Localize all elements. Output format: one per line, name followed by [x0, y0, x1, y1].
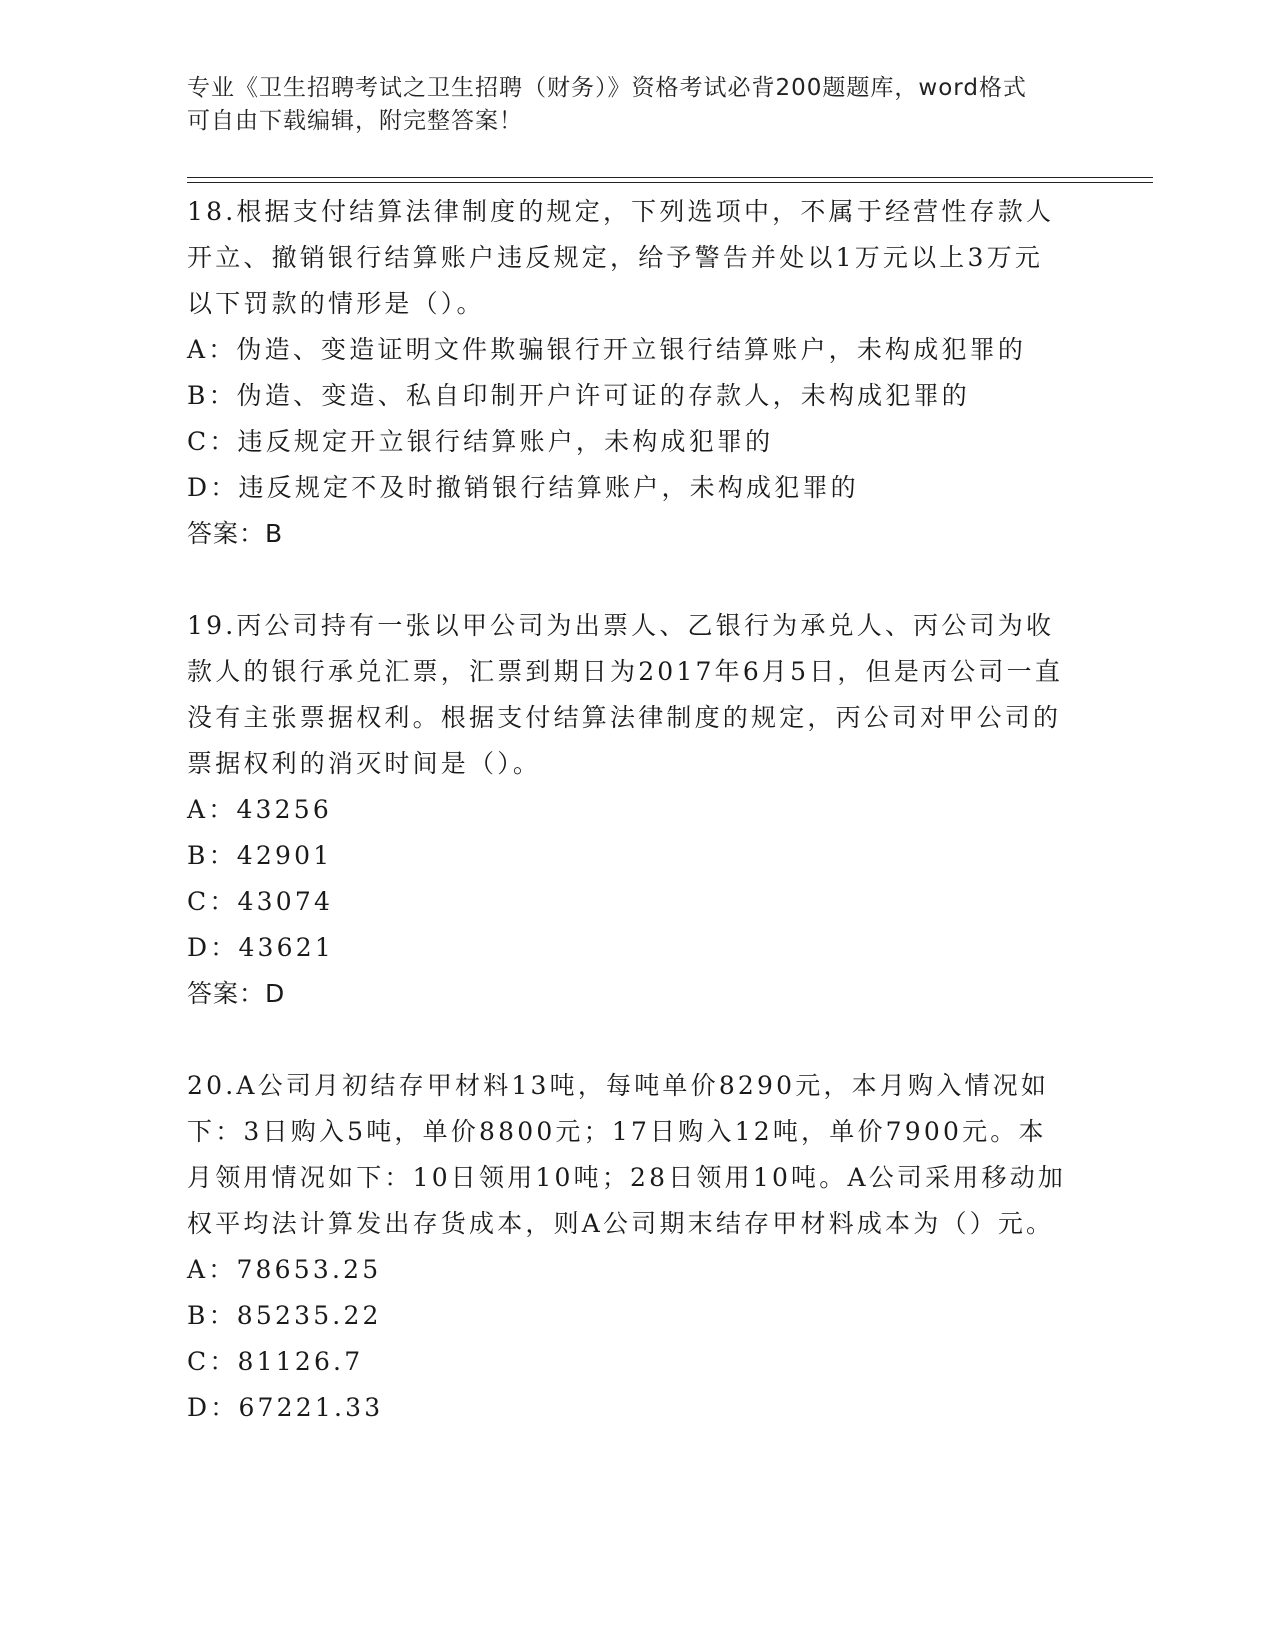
answer-label: 答案：D: [187, 979, 286, 1008]
option-a: A：伪造、变造证明文件欺骗银行开立银行结算账户，未构成犯罪的: [187, 335, 1027, 364]
question-spacer: [187, 1017, 1067, 1063]
option-b: B：42901: [187, 841, 333, 870]
question-text: 20.A公司月初结存甲材料13吨，每吨单价8290元，本月购入情况如下：3日购入5吨，单价8800元；17日购入12吨，单价7900元。本月领用情况如下：10日领用10吨；28日领用10吨。A公司采用移动加权平均法计算发出存货成本，则A公司期末结存甲材料成本为（）元。: [187, 1071, 1067, 1238]
header-line-1: 专业《卫生招聘考试之卫生招聘（财务）》资格考试必背200题题库，word格式: [187, 75, 1027, 101]
option-d: D：67221.33: [187, 1393, 384, 1422]
question-18: [187, 189, 1067, 557]
option-d: D：违反规定不及时撤销银行结算账户，未构成犯罪的: [187, 473, 859, 502]
header-divider-top: [187, 177, 1153, 178]
option-c: C：违反规定开立银行结算账户，未构成犯罪的: [187, 427, 774, 456]
question-text: 18.根据支付结算法律制度的规定，下列选项中，不属于经营性存款人开立、撤销银行结算账户违反规定，给予警告并处以1万元以上3万元以下罚款的情形是（）。: [187, 197, 1055, 318]
answer-label: 答案：B: [187, 519, 284, 548]
option-a: A：43256: [187, 795, 332, 824]
option-c: C：81126.7: [187, 1347, 364, 1376]
document-header: [187, 72, 1067, 138]
question-19: [187, 603, 1067, 1017]
option-c: C：43074: [187, 887, 334, 916]
header-divider-bottom: [187, 182, 1153, 183]
question-list: [187, 189, 1067, 1431]
question-text: 19.丙公司持有一张以甲公司为出票人、乙银行为承兑人、丙公司为收款人的银行承兑汇票，汇票到期日为2017年6月5日，但是丙公司一直没有主张票据权利。根据支付结算法律制度的规定，丙公司对甲公司的票据权利的消灭时间是（）。: [187, 611, 1064, 778]
option-a: A：78653.25: [187, 1255, 382, 1284]
option-d: D：43621: [187, 933, 334, 962]
header-line-2: 可自由下载编辑，附完整答案！: [187, 108, 523, 134]
option-b: B：伪造、变造、私自印制开户许可证的存款人，未构成犯罪的: [187, 381, 970, 410]
question-20: [187, 1063, 1067, 1431]
question-spacer: [187, 557, 1067, 603]
option-b: B：85235.22: [187, 1301, 382, 1330]
